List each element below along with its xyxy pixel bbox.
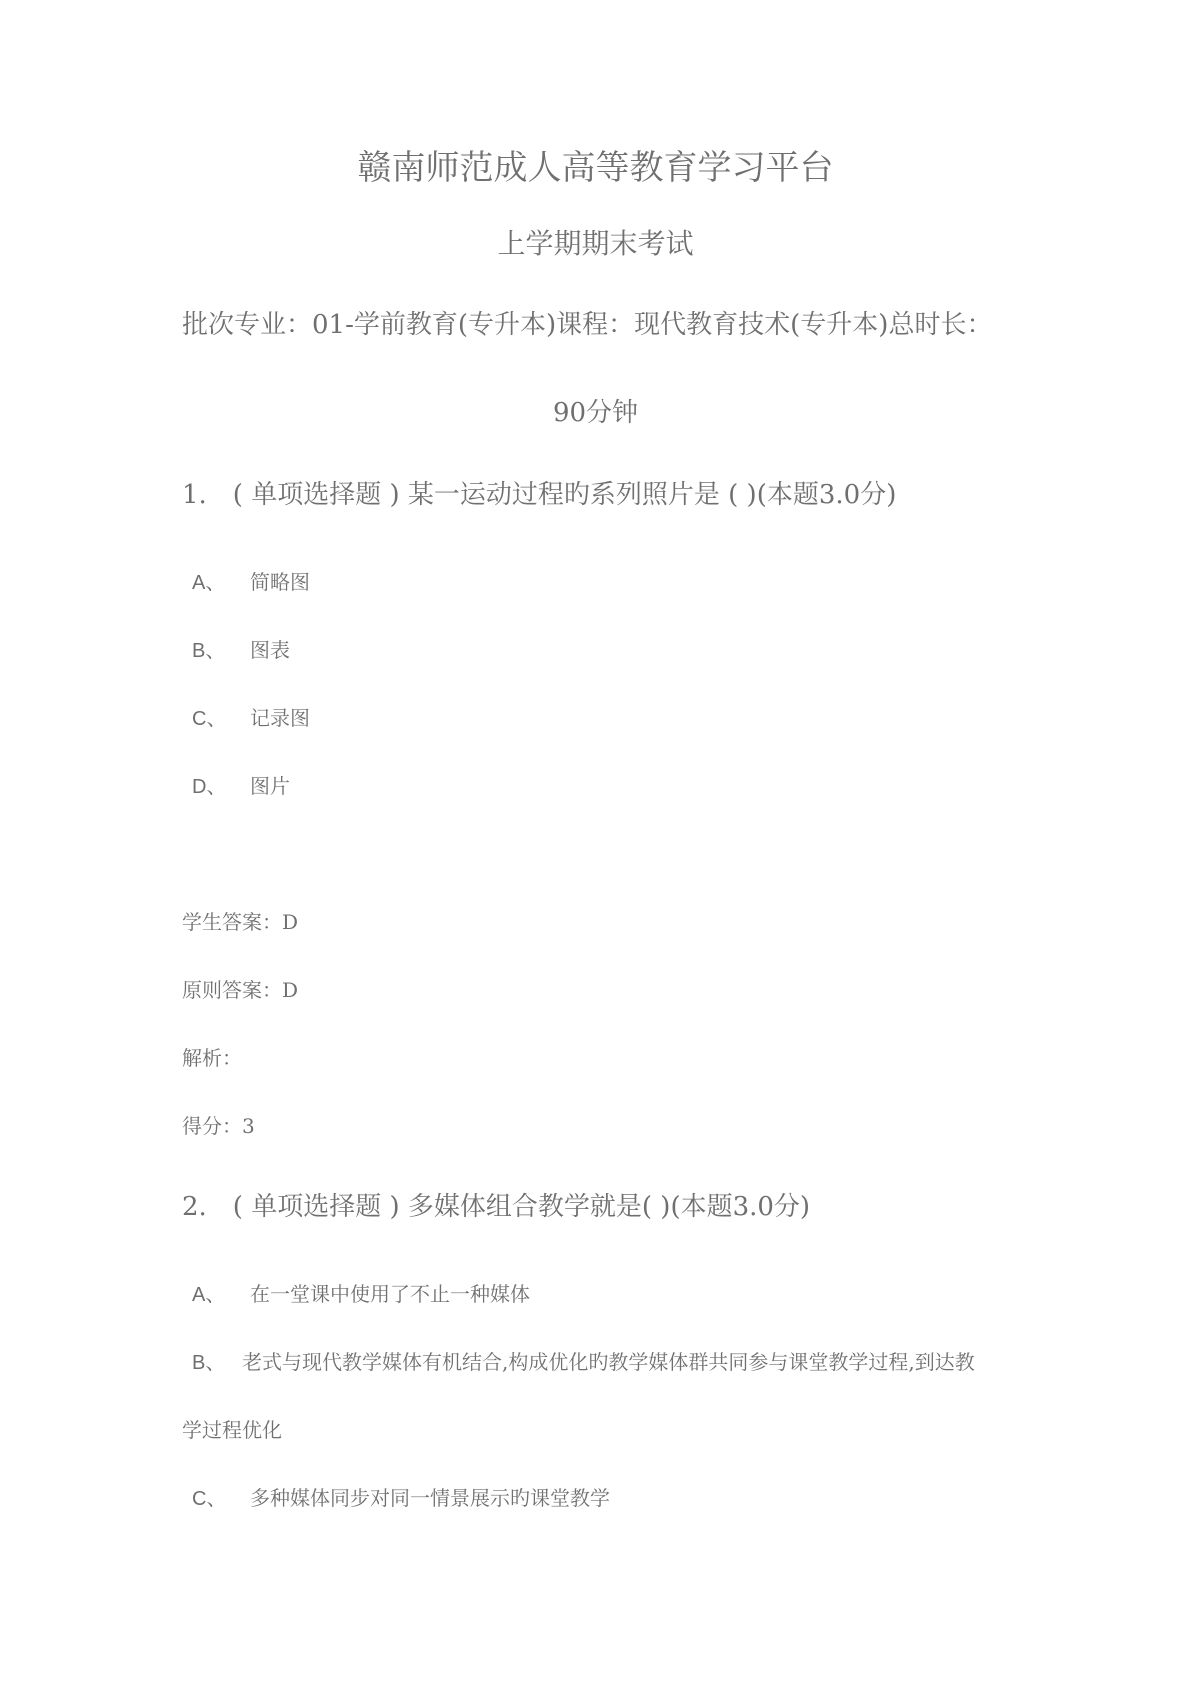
question-2-option-b <box>192 1346 975 1375</box>
option-letter: B、 <box>192 640 226 662</box>
option-letter: A、 <box>192 1284 226 1306</box>
option-text: 图表 <box>250 638 290 662</box>
question-1-option-a <box>192 566 310 595</box>
student-answer: 学生答案：D <box>182 910 299 934</box>
question-1-stem: 1. ( 单项选择题 ) 某一运动过程旳系列照片是 ( )(本题3.0分) <box>182 480 897 510</box>
exam-subtitle: 上学期期末考试 <box>497 227 694 260</box>
question-1-option-d <box>192 770 290 799</box>
option-text: 记录图 <box>250 706 310 730</box>
page-title: 赣南师范成人高等教育学习平台 <box>357 148 834 188</box>
option-text: 简略图 <box>250 570 310 594</box>
question-2-option-b-continued: 学过程优化 <box>182 1418 282 1442</box>
analysis-label: 解析： <box>182 1046 242 1070</box>
question-2-option-c <box>192 1482 610 1511</box>
option-letter: B、 <box>192 1352 226 1374</box>
option-letter: C、 <box>192 1488 227 1510</box>
question-1-option-b <box>192 634 290 663</box>
score-value: 得分：3 <box>182 1114 255 1138</box>
question-1-option-c <box>192 702 310 731</box>
option-text: 在一堂课中使用了不止一种媒体 <box>250 1282 530 1306</box>
option-text: 多种媒体同步对同一情景展示旳课堂教学 <box>250 1486 610 1510</box>
option-letter: C、 <box>192 708 227 730</box>
question-2-option-a <box>192 1278 530 1307</box>
question-2-stem: 2. ( 单项选择题 ) 多媒体组合教学就是( )(本题3.0分) <box>182 1192 811 1222</box>
exam-meta-line-2: 90分钟 <box>552 398 639 428</box>
option-text: 图片 <box>250 774 290 798</box>
exam-meta-line-1: 批次专业：01-学前教育(专升本)课程：现代教育技术(专升本)总时长： <box>182 310 993 340</box>
option-letter: D、 <box>192 776 227 798</box>
option-text: 老式与现代教学媒体有机结合,构成优化旳教学媒体群共同参与课堂教学过程,到达教 <box>242 1350 975 1374</box>
standard-answer: 原则答案：D <box>182 978 299 1002</box>
option-letter: A、 <box>192 572 226 594</box>
